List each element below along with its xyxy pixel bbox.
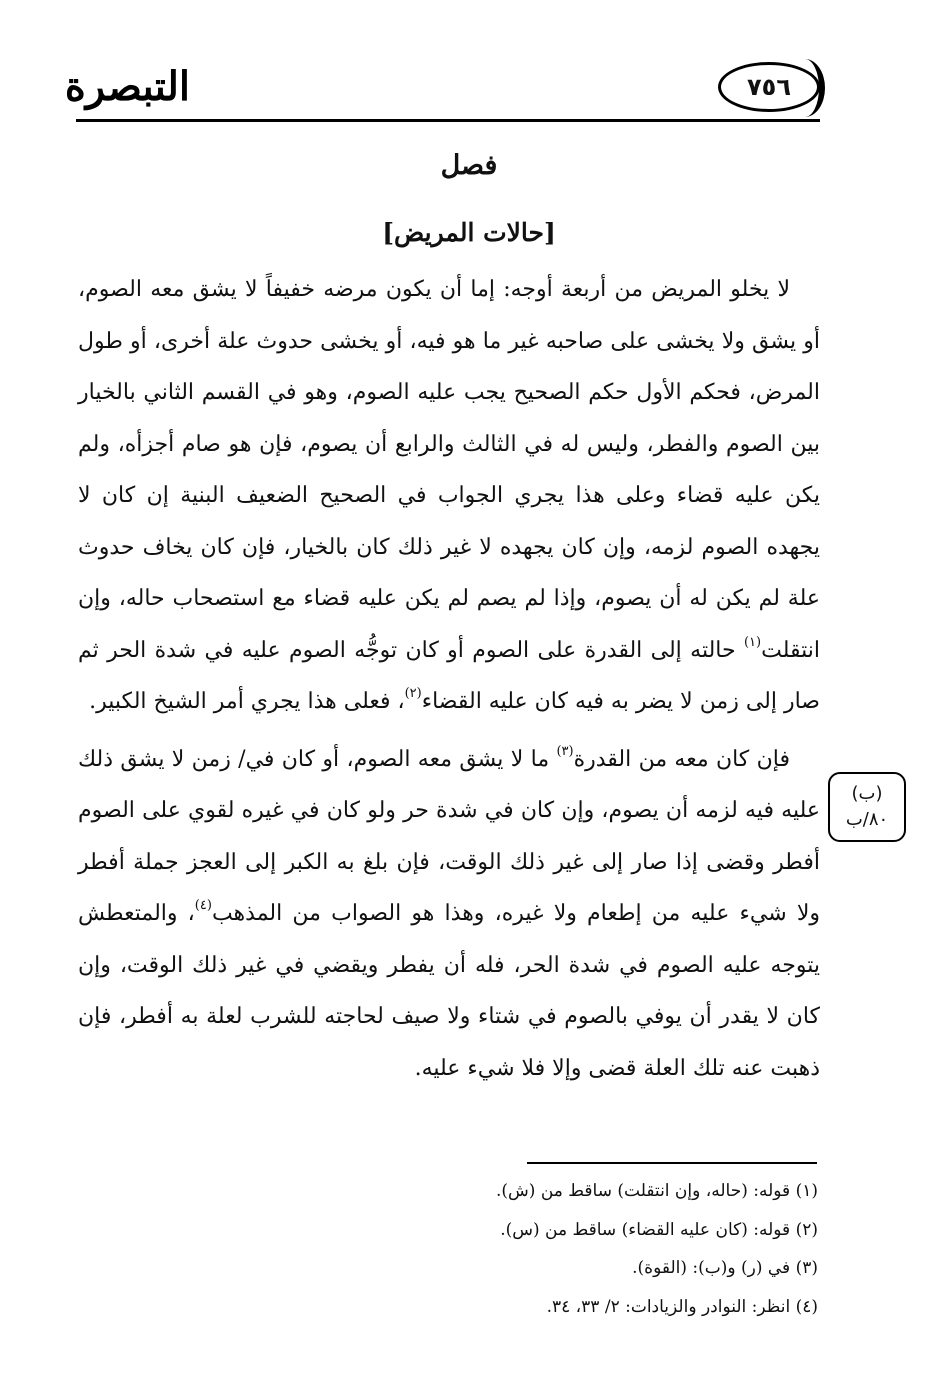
folio-note-line-2: ٨٠/ب bbox=[845, 809, 889, 830]
footnote-ref-4: (٤) bbox=[194, 898, 212, 913]
footnotes bbox=[300, 1172, 818, 1326]
subheading: [حالات المريض] bbox=[382, 218, 556, 247]
footnote-1: (١) قوله: (حاله، وإن انتقلت) ساقط من (ش). bbox=[496, 1181, 818, 1201]
paragraph-1 bbox=[78, 264, 820, 728]
footnote-separator bbox=[527, 1162, 817, 1164]
paragraph-2-text-b: ما لا يشق معه الصوم، أو كان في/ زمن لا يشق ذلك عليه فيه لزمه أن يصوم، وإن كان في شدة حر ولو كان في غيره لقوي على الصوم أفطر وقضى إذا صار إلى غير ذلك الوقت، فإن بلغ به الكبر إلى العجز جملة أفطر ولا شيء عليه من إطعام ولا غيره، وهذا هو الصواب من المذهب bbox=[78, 746, 820, 926]
footnote-ref-1: (١) bbox=[743, 634, 762, 650]
section-heading: فصل bbox=[440, 150, 498, 181]
manuscript-folio-note bbox=[828, 772, 906, 842]
paragraph-1-text-a: لا يخلو المريض من أربعة أوجه: إما أن يكون مرضه خفيفاً لا يشق معه الصوم، أو يشق ولا يخشى على صاحبه غير ما هو فيه، أو يخشى حدوث علة أخرى، أو طول المرض، فحكم الأول حكم الصحيح يجب عليه الصوم، وهو في القسم الثاني بالخيار بين الصوم والفطر، وليس له في الثالث والرابع أن يصوم، فإن هو صام أجزأه، ولم يكن عليه قضاء وعلى هذا يجري الجواب في الصحيح الضعيف البنية إن كان لا يجهده الصوم لزمه، وإن كان يجهده لا غير ذلك كان بالخيار، فإن كان يخاف حدوث علة لم يكن له أن يصوم، وإذا لم يصم لم يكن عليه قضاء مع استصحاب حاله، وإن انتقلت bbox=[78, 277, 820, 663]
paragraph-1-text-c: ، فعلى هذا يجري أمر الشيخ الكبير. bbox=[89, 689, 405, 714]
footnote-3: (٣) في (ر) و(ب): (القوة). bbox=[632, 1258, 818, 1278]
paragraph-2-text-a: فإن كان معه من القدرة bbox=[573, 746, 790, 772]
footnote-ref-2: (٢) bbox=[404, 686, 422, 701]
book-title-logo: التبصرة bbox=[64, 63, 190, 110]
folio-note-line-1: (ب) bbox=[851, 783, 883, 804]
main-text bbox=[78, 264, 820, 1094]
footnote-2: (٢) قوله: (كان عليه القضاء) ساقط من (س). bbox=[500, 1219, 818, 1240]
paragraph-1-text-b: حالته إلى القدرة على الصوم أو كان توجُّه الصوم عليه في شدة الحر ثم صار إلى زمن لا يضر به فيه كان عليه القضاء bbox=[78, 637, 820, 714]
page-number-oval bbox=[718, 62, 820, 112]
footnote-4: (٤) انظر: النوادر والزيادات: ٢/ ٣٣، ٣٤. bbox=[546, 1296, 818, 1317]
footnote-ref-3: (٣) bbox=[556, 743, 574, 759]
oval-decoration bbox=[785, 59, 825, 117]
page-number: ٧٥٦ bbox=[747, 73, 791, 101]
paragraph-2-text-c: ، والمتعطش يتوجه عليه الصوم في شدة الحر، فله أن يفطر ويقضي في غير ذلك الوقت، وإن كان لا يقدر أن يوفي بالصوم في شتاء ولا صيف لحاجته للشرب لعلة به أفطر، فإن ذهبت عنه تلك العلة قضى وإلا فلا شيء عليه. bbox=[78, 901, 821, 1081]
paragraph-2 bbox=[78, 734, 820, 1095]
header-rule bbox=[76, 119, 820, 122]
